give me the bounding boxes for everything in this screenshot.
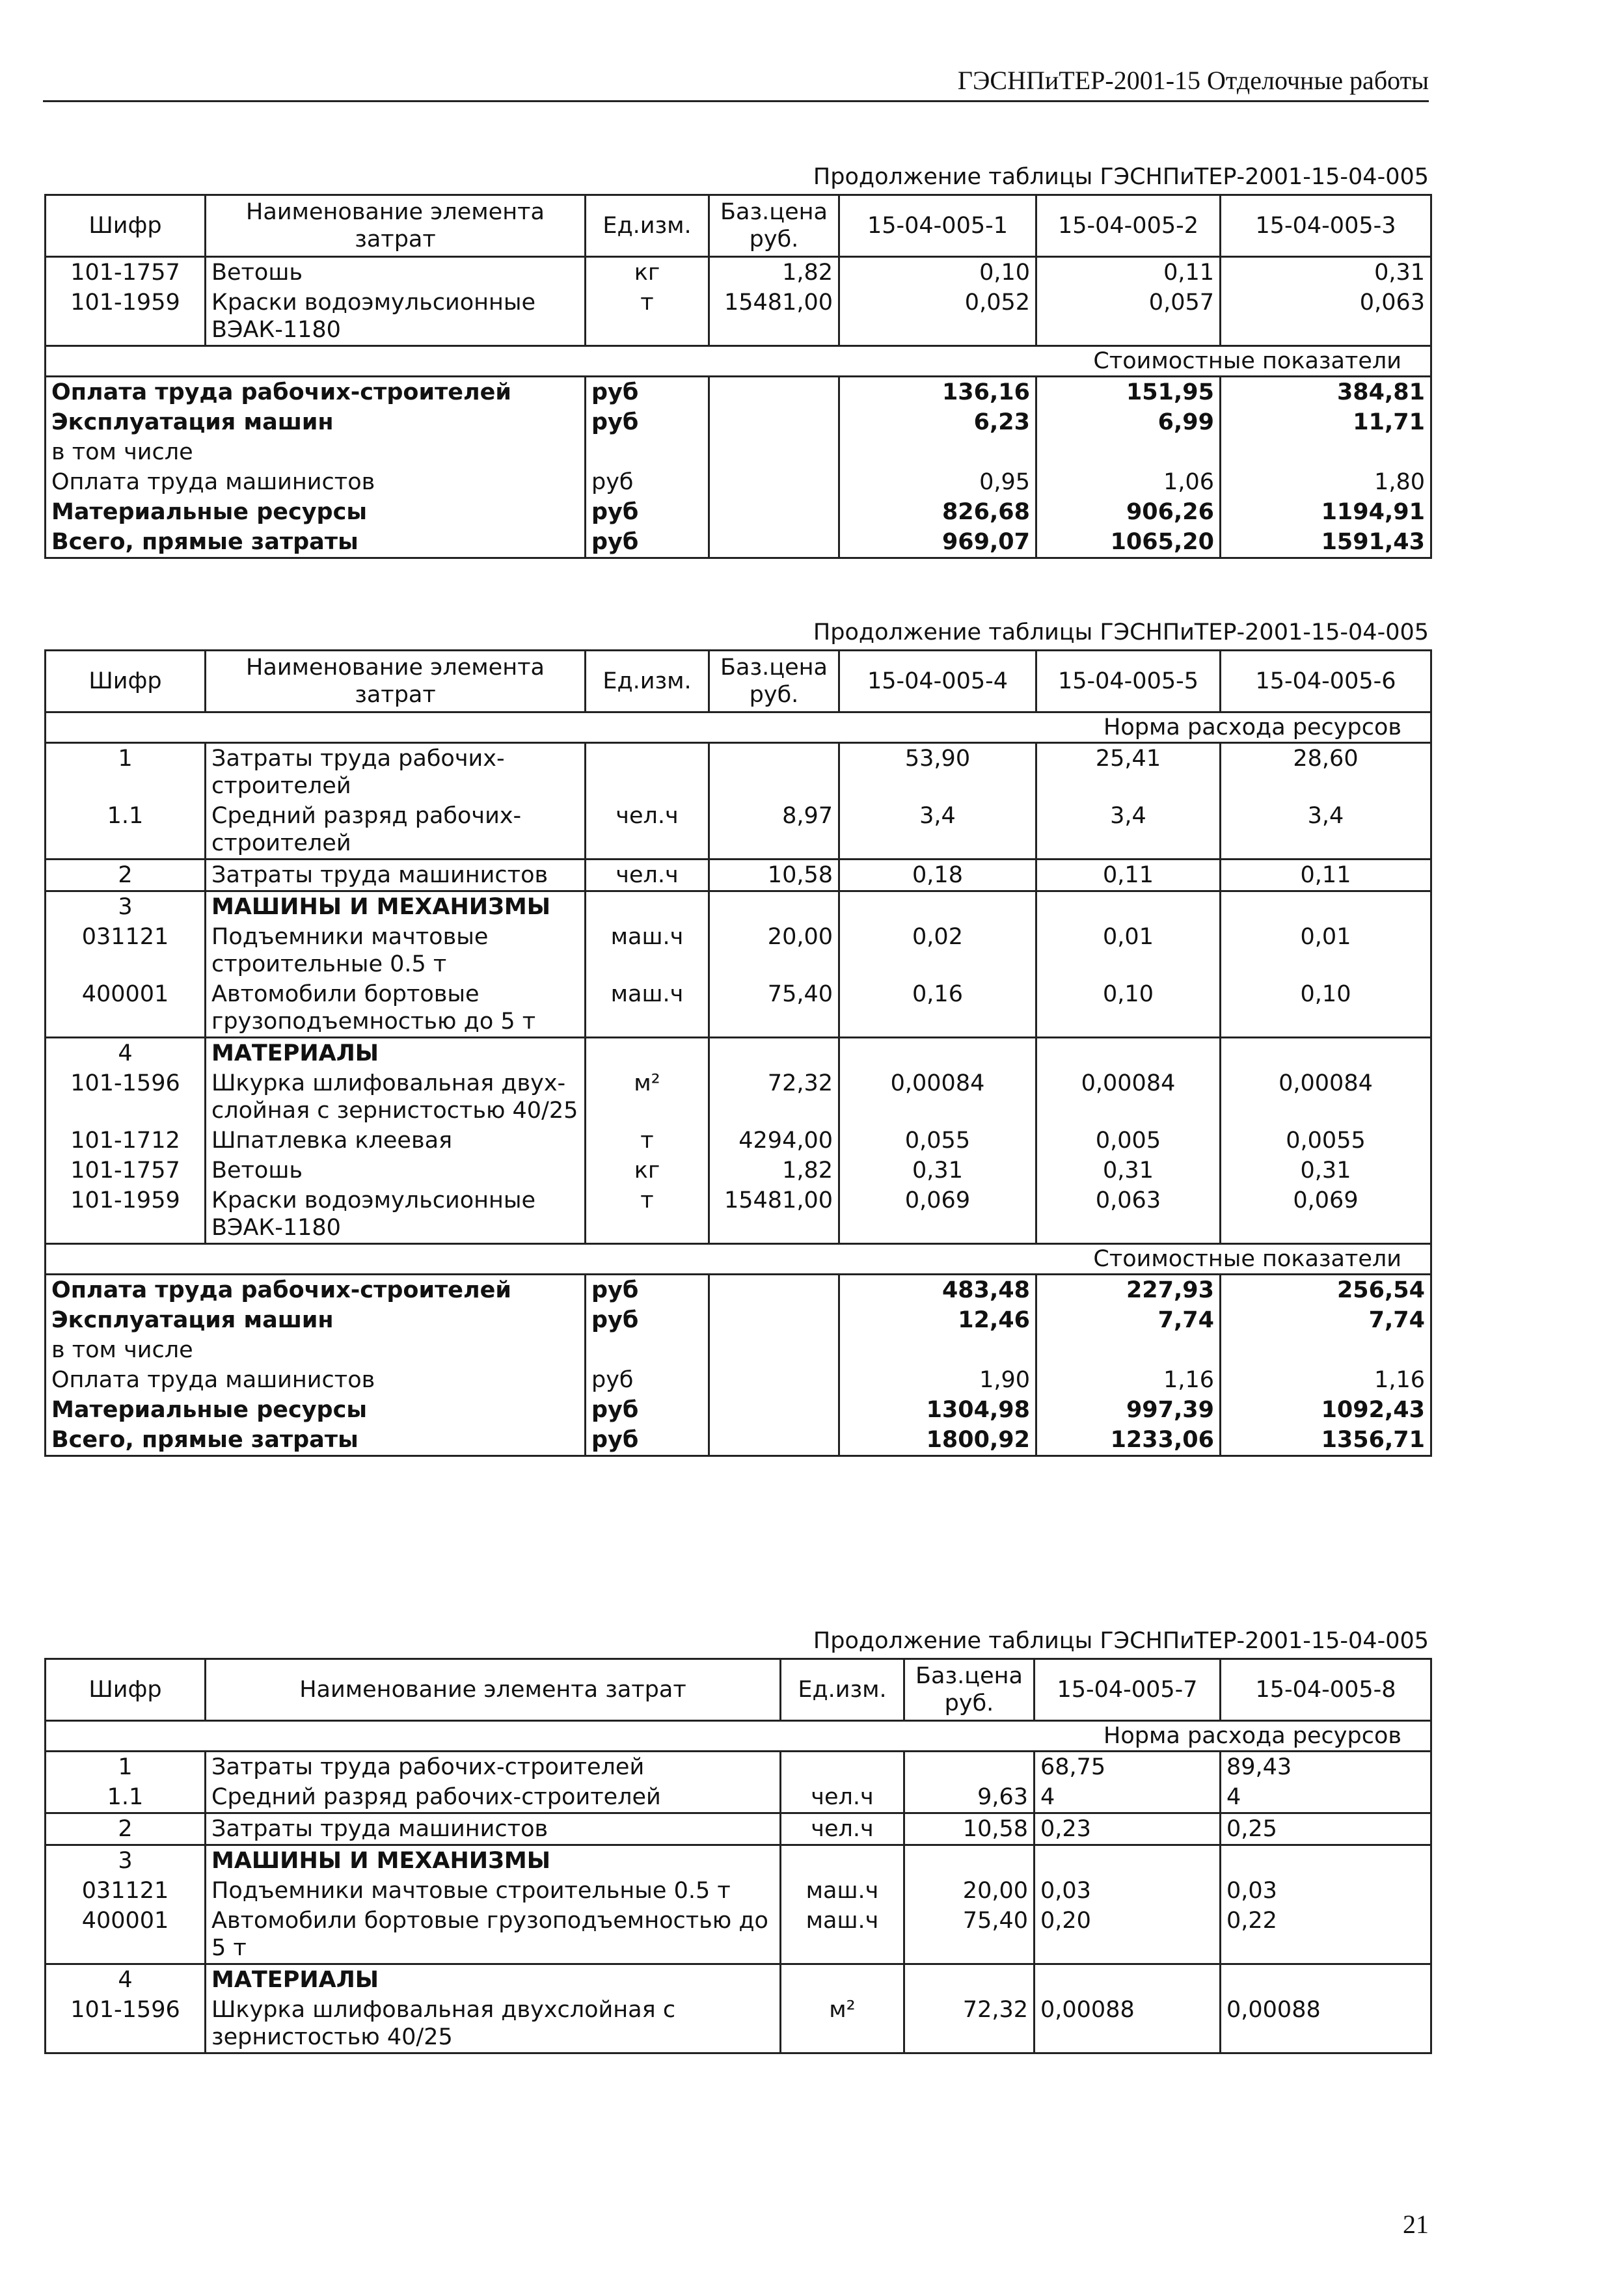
cost-value: 384,81: [1221, 377, 1431, 408]
row-value: 3,4: [1036, 801, 1221, 860]
row-price: 8,97: [709, 801, 839, 860]
cost-unit: руб: [586, 377, 709, 408]
row-unit: чел.ч: [586, 860, 709, 891]
row-value: 0,31: [839, 1156, 1036, 1185]
cost-row: [46, 1395, 1431, 1425]
table-row: [46, 1038, 1431, 1069]
cost-price-empty: [709, 1335, 839, 1365]
row-code: 101-1959: [46, 1185, 206, 1244]
row-unit: [586, 1038, 709, 1069]
row-code: 3: [46, 891, 206, 923]
table-2-caption: Продолжение таблицы ГЭСНПиТЕР-2001-15-04-005: [813, 619, 1429, 645]
table-row: [46, 257, 1431, 288]
row-value: 0,11: [1221, 860, 1431, 891]
row-code: 1.1: [46, 1782, 206, 1813]
header-rule: [43, 100, 1429, 102]
cost-value: 1304,98: [839, 1395, 1036, 1425]
table-row: [46, 1845, 1431, 1876]
cost-row: [46, 407, 1431, 437]
cost-name: Всего, прямые затраты: [46, 1425, 586, 1456]
row-value: 0,31: [1221, 1156, 1431, 1185]
row-value: 0,31: [1036, 1156, 1221, 1185]
row-price: [709, 1038, 839, 1069]
cost-row: [46, 1425, 1431, 1456]
row-price: 9,63: [904, 1782, 1035, 1813]
row-price: [904, 1752, 1035, 1783]
row-unit: чел.ч: [586, 801, 709, 860]
cost-value: 826,68: [839, 497, 1036, 527]
cost-price-empty: [709, 1305, 839, 1335]
cost-indicators-header: Стоимостные показатели: [46, 1244, 1431, 1275]
cost-name: Эксплуатация машин: [46, 407, 586, 437]
cost-price-empty: [709, 1275, 839, 1306]
row-unit: м²: [781, 1995, 904, 2053]
cost-unit: руб: [586, 1275, 709, 1306]
row-unit: [781, 1845, 904, 1876]
row-value: 0,00084: [1036, 1068, 1221, 1126]
row-value: 0,02: [839, 922, 1036, 979]
row-price: 75,40: [904, 1906, 1035, 1964]
norm-header: Норма расхода ресурсов: [46, 712, 1431, 743]
row-code: 101-1596: [46, 1068, 206, 1126]
row-unit: кг: [586, 1156, 709, 1185]
table-row: [46, 922, 1431, 979]
row-code: 4: [46, 1038, 206, 1069]
row-value: 0,16: [839, 979, 1036, 1038]
col-unit: Ед.изм.: [586, 651, 709, 712]
cost-unit: руб: [586, 467, 709, 497]
row-name: Шпатлевка клеевая: [206, 1126, 586, 1156]
row-code: 400001: [46, 979, 206, 1038]
row-value: [1036, 1038, 1221, 1069]
table-row: [46, 1964, 1431, 1996]
row-value: 0,18: [839, 860, 1036, 891]
row-code: 101-1757: [46, 1156, 206, 1185]
cost-name: Эксплуатация машин: [46, 1305, 586, 1335]
cost-price-empty: [709, 1425, 839, 1456]
row-value: 0,23: [1035, 1813, 1221, 1845]
cost-row: [46, 1365, 1431, 1395]
cost-value: 1065,20: [1036, 527, 1221, 558]
row-code: 101-1596: [46, 1995, 206, 2053]
row-price: 4294,00: [709, 1126, 839, 1156]
resource-rows-2: [46, 743, 1431, 1244]
row-value: 53,90: [839, 743, 1036, 802]
cost-value: 1,90: [839, 1365, 1036, 1395]
row-name: Шкурка шлифовальная двух-слойная с зернистостью 40/25: [206, 1068, 586, 1126]
cost-value: 969,07: [839, 527, 1036, 558]
row-value: 28,60: [1221, 743, 1431, 802]
row-value: 0,22: [1221, 1906, 1431, 1964]
table-1-caption: Продолжение таблицы ГЭСНПиТЕР-2001-15-04-005: [813, 164, 1429, 190]
row-unit: маш.ч: [781, 1906, 904, 1964]
row-value: [1035, 1845, 1221, 1876]
row-value: 3,4: [1221, 801, 1431, 860]
row-value: 25,41: [1036, 743, 1221, 802]
row-name: Затраты труда машинистов: [206, 860, 586, 891]
cost-value: 256,54: [1221, 1275, 1431, 1306]
row-price: 15481,00: [709, 288, 839, 346]
cost-unit: руб: [586, 1305, 709, 1335]
row-value: [1221, 1845, 1431, 1876]
row-value: [1036, 891, 1221, 923]
cost-name: Всего, прямые затраты: [46, 527, 586, 558]
row-name: Затраты труда машинистов: [206, 1813, 781, 1845]
cost-value: 1194,91: [1221, 497, 1431, 527]
row-name: Краски водоэмульсионные ВЭАК-1180: [206, 288, 586, 346]
row-value: 0,00088: [1035, 1995, 1221, 2053]
row-code: 101-1959: [46, 288, 206, 346]
row-unit: маш.ч: [586, 979, 709, 1038]
row-value: 0,31: [1221, 257, 1431, 288]
table-row: [46, 1906, 1431, 1964]
table-row: [46, 743, 1431, 802]
row-code: 101-1712: [46, 1126, 206, 1156]
row-value: 0,03: [1035, 1876, 1221, 1906]
cost-value: 997,39: [1036, 1395, 1221, 1425]
table-row: [46, 1068, 1431, 1126]
resource-table-1: [44, 194, 1432, 559]
cost-unit: руб: [586, 1425, 709, 1456]
row-name: МАТЕРИАЛЫ: [206, 1038, 586, 1069]
row-price: 75,40: [709, 979, 839, 1038]
cost-value: 1,06: [1036, 467, 1221, 497]
row-value: [1221, 1964, 1431, 1996]
cost-name: Оплата труда рабочих-строителей: [46, 1275, 586, 1306]
cost-value: 483,48: [839, 1275, 1036, 1306]
row-unit: чел.ч: [781, 1813, 904, 1845]
cost-rows-1: [46, 377, 1431, 558]
row-value: 0,20: [1035, 1906, 1221, 1964]
row-code: 3: [46, 1845, 206, 1876]
cost-value: 227,93: [1036, 1275, 1221, 1306]
row-name: МАТЕРИАЛЫ: [206, 1964, 781, 1996]
row-value: 0,069: [1221, 1185, 1431, 1244]
row-value: 0,0055: [1221, 1126, 1431, 1156]
col-code: Шифр: [46, 651, 206, 712]
row-code: 2: [46, 860, 206, 891]
row-price: 1,82: [709, 257, 839, 288]
row-value: 0,10: [839, 257, 1036, 288]
row-unit: [781, 1964, 904, 1996]
row-code: 2: [46, 1813, 206, 1845]
row-value: 0,055: [839, 1126, 1036, 1156]
row-name: Затраты труда рабочих-строителей: [206, 1752, 781, 1783]
cost-value: 12,46: [839, 1305, 1036, 1335]
row-value: 0,11: [1036, 860, 1221, 891]
col-name: Наименование элемента затрат: [206, 195, 586, 257]
running-header: ГЭСНПиТЕР-2001-15 Отделочные работы: [957, 66, 1429, 95]
resource-table-3: [44, 1658, 1432, 2054]
table-row: [46, 860, 1431, 891]
cost-value: 1092,43: [1221, 1395, 1431, 1425]
col-norm-6: 15-04-005-6: [1221, 651, 1431, 712]
cost-row: [46, 437, 1431, 467]
row-name: Краски водоэмульсионные ВЭАК-1180: [206, 1185, 586, 1244]
col-unit: Ед.изм.: [586, 195, 709, 257]
table-row: [46, 1126, 1431, 1156]
row-value: 0,00084: [1221, 1068, 1431, 1126]
row-code: 1.1: [46, 801, 206, 860]
cost-value: 0,95: [839, 467, 1036, 497]
row-code: 400001: [46, 1906, 206, 1964]
row-unit: чел.ч: [781, 1782, 904, 1813]
row-unit: маш.ч: [586, 922, 709, 979]
cost-value: 6,99: [1036, 407, 1221, 437]
cost-value: 1233,06: [1036, 1425, 1221, 1456]
row-code: 101-1757: [46, 257, 206, 288]
col-base-price: Баз.цена руб.: [709, 195, 839, 257]
table-3-caption: Продолжение таблицы ГЭСНПиТЕР-2001-15-04-005: [813, 1628, 1429, 1654]
cost-name: Материальные ресурсы: [46, 497, 586, 527]
row-value: [839, 891, 1036, 923]
row-price: 1,82: [709, 1156, 839, 1185]
table-row: [46, 1813, 1431, 1845]
col-norm-8: 15-04-005-8: [1221, 1659, 1431, 1721]
cost-unit: руб: [586, 527, 709, 558]
row-unit: т: [586, 1126, 709, 1156]
cost-unit: [586, 1335, 709, 1365]
cost-name: в том числе: [46, 437, 586, 467]
cost-value: 7,74: [1221, 1305, 1431, 1335]
row-value: 0,063: [1036, 1185, 1221, 1244]
cost-row: [46, 467, 1431, 497]
cost-value: 6,23: [839, 407, 1036, 437]
table-row: [46, 288, 1431, 346]
cost-name: Оплата труда машинистов: [46, 1365, 586, 1395]
cost-value: 151,95: [1036, 377, 1221, 408]
cost-value: 906,26: [1036, 497, 1221, 527]
table-row: [46, 1156, 1431, 1185]
row-name: Подъемники мачтовые строительные 0.5 т: [206, 1876, 781, 1906]
cost-unit: руб: [586, 407, 709, 437]
row-name: Ветошь: [206, 257, 586, 288]
norm-header: Норма расхода ресурсов: [46, 1721, 1431, 1752]
col-norm-2: 15-04-005-2: [1036, 195, 1221, 257]
col-norm-5: 15-04-005-5: [1036, 651, 1221, 712]
col-name: Наименование элемента затрат: [206, 1659, 781, 1721]
row-name: Автомобили бортовые грузоподъемностью до 5 т: [206, 979, 586, 1038]
row-price: [904, 1964, 1035, 1996]
resource-rows-3: [46, 1752, 1431, 2053]
cost-unit: руб: [586, 497, 709, 527]
cost-row: [46, 527, 1431, 558]
cost-price-empty: [709, 1395, 839, 1425]
row-price: 20,00: [709, 922, 839, 979]
row-name: Шкурка шлифовальная двухслойная с зернистостью 40/25: [206, 1995, 781, 2053]
cost-price-empty: [709, 1365, 839, 1395]
row-price: 72,32: [709, 1068, 839, 1126]
row-value: [839, 1038, 1036, 1069]
col-norm-3: 15-04-005-3: [1221, 195, 1431, 257]
row-value: 0,052: [839, 288, 1036, 346]
table-row: [46, 1752, 1431, 1783]
cost-value: 1800,92: [839, 1425, 1036, 1456]
table-row: [46, 1185, 1431, 1244]
cost-value: 7,74: [1036, 1305, 1221, 1335]
col-base-price: Баз.цена руб.: [709, 651, 839, 712]
cost-unit: руб: [586, 1365, 709, 1395]
cost-value: 1,16: [1221, 1365, 1431, 1395]
cost-name: в том числе: [46, 1335, 586, 1365]
row-unit: м²: [586, 1068, 709, 1126]
table-row: [46, 891, 1431, 923]
row-unit: [781, 1752, 904, 1783]
row-value: 0,063: [1221, 288, 1431, 346]
row-value: 89,43: [1221, 1752, 1431, 1783]
table-row: [46, 1876, 1431, 1906]
row-value: 0,00084: [839, 1068, 1036, 1126]
row-name: Ветошь: [206, 1156, 586, 1185]
col-code: Шифр: [46, 1659, 206, 1721]
row-price: [709, 743, 839, 802]
row-value: [1221, 1038, 1431, 1069]
row-price: [709, 891, 839, 923]
row-value: 0,11: [1036, 257, 1221, 288]
cost-value: 1,16: [1036, 1365, 1221, 1395]
table-row: [46, 979, 1431, 1038]
cost-row: [46, 1305, 1431, 1335]
row-value: 0,057: [1036, 288, 1221, 346]
cost-indicators-header: Стоимостные показатели: [46, 346, 1431, 377]
col-base-price: Баз.цена руб.: [904, 1659, 1035, 1721]
row-unit: [586, 891, 709, 923]
row-value: 0,10: [1221, 979, 1431, 1038]
row-name: МАШИНЫ И МЕХАНИЗМЫ: [206, 1845, 781, 1876]
cost-row: [46, 1275, 1431, 1306]
row-price: 10,58: [904, 1813, 1035, 1845]
row-value: 0,01: [1221, 922, 1431, 979]
row-value: 0,10: [1036, 979, 1221, 1038]
row-value: 0,01: [1036, 922, 1221, 979]
row-price: 15481,00: [709, 1185, 839, 1244]
row-unit: кг: [586, 257, 709, 288]
cost-value: 136,16: [839, 377, 1036, 408]
row-name: Автомобили бортовые грузоподъемностью до 5 т: [206, 1906, 781, 1964]
cost-value: [839, 1335, 1036, 1365]
col-unit: Ед.изм.: [781, 1659, 904, 1721]
row-value: 0,25: [1221, 1813, 1431, 1845]
row-code: 4: [46, 1964, 206, 1996]
row-value: 0,005: [1036, 1126, 1221, 1156]
row-value: [1221, 891, 1431, 923]
row-unit: маш.ч: [781, 1876, 904, 1906]
col-norm-1: 15-04-005-1: [839, 195, 1036, 257]
row-value: 68,75: [1035, 1752, 1221, 1783]
row-unit: т: [586, 1185, 709, 1244]
row-name: Затраты труда рабочих-строителей: [206, 743, 586, 802]
row-code: 1: [46, 1752, 206, 1783]
cost-value: 1591,43: [1221, 527, 1431, 558]
cost-unit: руб: [586, 1395, 709, 1425]
row-value: 4: [1035, 1782, 1221, 1813]
row-code: 031121: [46, 922, 206, 979]
row-price: 20,00: [904, 1876, 1035, 1906]
cost-name: Оплата труда машинистов: [46, 467, 586, 497]
row-name: Подъемники мачтовые строительные 0.5 т: [206, 922, 586, 979]
row-value: 0,03: [1221, 1876, 1431, 1906]
row-unit: [586, 743, 709, 802]
row-value: 0,069: [839, 1185, 1036, 1244]
cost-value: 1356,71: [1221, 1425, 1431, 1456]
table-row: [46, 1782, 1431, 1813]
cost-name: Материальные ресурсы: [46, 1395, 586, 1425]
cost-value: [1221, 1335, 1431, 1365]
table-row: [46, 801, 1431, 860]
row-unit: т: [586, 288, 709, 346]
cost-value: 1,80: [1221, 467, 1431, 497]
cost-name: Оплата труда рабочих-строителей: [46, 377, 586, 408]
row-value: 4: [1221, 1782, 1431, 1813]
page-number: 21: [1403, 2210, 1429, 2239]
col-norm-4: 15-04-005-4: [839, 651, 1036, 712]
row-code: 031121: [46, 1876, 206, 1906]
row-value: 0,00088: [1221, 1995, 1431, 2053]
cost-value: [1036, 1335, 1221, 1365]
row-name: Средний разряд рабочих-строителей: [206, 801, 586, 860]
cost-rows-2: [46, 1275, 1431, 1456]
col-code: Шифр: [46, 195, 206, 257]
row-name: МАШИНЫ И МЕХАНИЗМЫ: [206, 891, 586, 923]
cost-row: [46, 497, 1431, 527]
col-norm-7: 15-04-005-7: [1035, 1659, 1221, 1721]
row-code: 1: [46, 743, 206, 802]
table-row: [46, 1995, 1431, 2053]
row-name: Средний разряд рабочих-строителей: [206, 1782, 781, 1813]
cost-row: [46, 1335, 1431, 1365]
cost-row: [46, 377, 1431, 408]
row-price: [904, 1845, 1035, 1876]
resource-table-2: [44, 649, 1432, 1457]
row-price: 10,58: [709, 860, 839, 891]
cost-value: 11,71: [1221, 407, 1431, 437]
row-price: 72,32: [904, 1995, 1035, 2053]
row-value: [1035, 1964, 1221, 1996]
col-name: Наименование элемента затрат: [206, 651, 586, 712]
row-value: 3,4: [839, 801, 1036, 860]
